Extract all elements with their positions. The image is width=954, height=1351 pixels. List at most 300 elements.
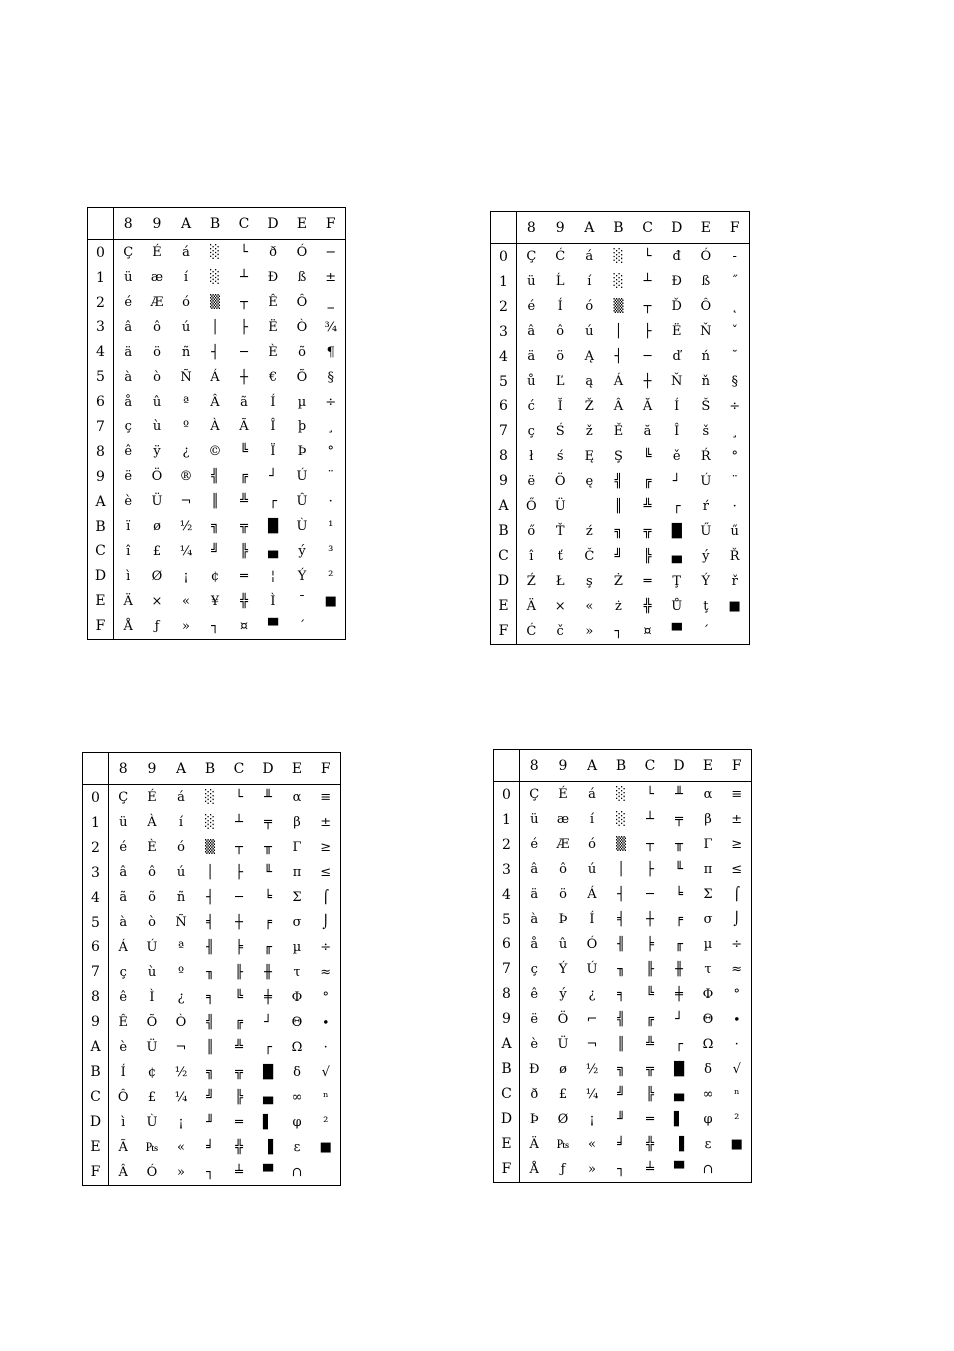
char-cell: ╘ bbox=[264, 890, 272, 906]
row-header: A bbox=[494, 1032, 520, 1057]
char-cell: ┌ bbox=[269, 494, 277, 510]
char-cell: ╬ bbox=[646, 1136, 654, 1152]
char-cell: ¡ bbox=[183, 568, 189, 584]
column-header: D bbox=[259, 208, 288, 240]
char-cell: Û bbox=[296, 494, 308, 510]
char-cell: ┬ bbox=[235, 840, 243, 856]
char-cell: Â bbox=[613, 398, 624, 414]
char-cell: Á bbox=[210, 369, 220, 385]
char-cell: ╞ bbox=[235, 939, 243, 955]
char-cell: Ó bbox=[146, 1164, 158, 1180]
char-cell: ¿ bbox=[588, 986, 596, 1002]
char-cell: Ã bbox=[239, 419, 249, 435]
char-cell: Ð bbox=[267, 270, 279, 286]
table-row bbox=[491, 569, 750, 594]
char-cell: Ø bbox=[557, 1111, 569, 1127]
char-cell: ╚ bbox=[643, 448, 652, 464]
char-cell: î bbox=[529, 548, 534, 564]
char-cell: Đ bbox=[671, 274, 682, 290]
char-cell: ⁿ bbox=[733, 1086, 740, 1102]
char-cell: Σ bbox=[703, 887, 713, 903]
column-header: D bbox=[665, 750, 694, 782]
char-cell: τ bbox=[704, 961, 712, 977]
char-cell: ▀ bbox=[263, 1164, 273, 1180]
char-cell: ╦ bbox=[646, 1061, 654, 1077]
row-header: D bbox=[88, 564, 114, 589]
char-cell: σ bbox=[703, 912, 713, 928]
char-cell: ┐ bbox=[211, 618, 219, 634]
char-cell: « bbox=[585, 598, 594, 614]
char-cell: ° bbox=[733, 986, 740, 1002]
column-header: C bbox=[633, 212, 662, 244]
char-cell: Č bbox=[584, 548, 595, 564]
char-cell: ┤ bbox=[617, 887, 625, 903]
char-cell: À bbox=[147, 815, 157, 831]
row-header: C bbox=[88, 539, 114, 564]
char-cell: ║ bbox=[614, 498, 623, 514]
table-row bbox=[494, 1032, 752, 1057]
char-cell: á bbox=[588, 787, 596, 803]
char-cell: ¼ bbox=[179, 543, 193, 559]
char-cell: ╔ bbox=[240, 469, 248, 485]
char-cell: ╗ bbox=[211, 519, 219, 535]
char-cell: Φ bbox=[291, 989, 303, 1005]
char-cell: ┬ bbox=[646, 837, 654, 853]
char-cell: ě bbox=[672, 448, 681, 464]
char-cell: ₧ bbox=[145, 1140, 159, 1156]
char-cell: õ bbox=[298, 344, 306, 360]
corner-cell bbox=[494, 750, 520, 782]
char-cell: ż bbox=[615, 598, 622, 614]
row-header: E bbox=[88, 589, 114, 614]
char-cell: ╬ bbox=[235, 1139, 243, 1155]
char-cell: Ñ bbox=[175, 915, 187, 931]
char-cell: « bbox=[588, 1136, 596, 1152]
char-cell: ┘ bbox=[672, 473, 681, 489]
code-page-table-2 bbox=[490, 211, 750, 645]
char-cell: ä bbox=[527, 349, 536, 365]
column-header: 8 bbox=[517, 212, 546, 244]
char-cell: ╤ bbox=[264, 815, 272, 831]
char-cell: ² bbox=[734, 1111, 740, 1127]
char-cell: Ž bbox=[584, 398, 594, 414]
char-cell: ┐ bbox=[614, 623, 623, 639]
char-cell: ű bbox=[730, 523, 739, 539]
column-header: E bbox=[283, 753, 312, 785]
column-header: A bbox=[575, 212, 604, 244]
char-cell: ╢ bbox=[617, 936, 625, 952]
row-header: 1 bbox=[491, 269, 517, 294]
char-cell: ÿ bbox=[153, 444, 161, 460]
table-row bbox=[494, 957, 752, 982]
char-cell: µ bbox=[292, 939, 302, 955]
char-cell: Ŕ bbox=[700, 448, 711, 464]
char-cell: ť bbox=[557, 548, 563, 564]
char-cell: ś bbox=[556, 448, 564, 464]
char-cell: Ê bbox=[268, 295, 278, 310]
code-page-table-1 bbox=[87, 207, 346, 640]
char-cell: Ì bbox=[149, 989, 155, 1005]
char-cell: ¼ bbox=[585, 1086, 599, 1102]
char-cell: ╪ bbox=[264, 989, 272, 1005]
char-cell: é bbox=[124, 295, 133, 310]
table-row bbox=[83, 1135, 341, 1160]
char-cell bbox=[317, 614, 346, 640]
column-header: D bbox=[662, 212, 691, 244]
char-cell: è bbox=[119, 1039, 128, 1055]
char-cell: ª bbox=[177, 939, 185, 955]
char-cell: ê bbox=[530, 986, 539, 1002]
char-cell: ┼ bbox=[240, 369, 248, 385]
char-cell: ╜ bbox=[617, 1111, 625, 1127]
char-cell: ▒ bbox=[613, 299, 624, 315]
char-cell: Ó bbox=[296, 245, 308, 261]
char-cell: ó bbox=[588, 837, 596, 853]
char-cell: · bbox=[328, 494, 333, 510]
char-cell: ╥ bbox=[264, 840, 272, 856]
char-cell: Ñ bbox=[180, 369, 192, 385]
char-cell: ╠ bbox=[240, 543, 248, 559]
char-cell: Š bbox=[701, 398, 711, 414]
char-cell: ═ bbox=[643, 573, 652, 589]
char-cell: ╥ bbox=[675, 837, 683, 853]
char-cell: ▌ bbox=[263, 1114, 273, 1130]
table-row bbox=[494, 1057, 752, 1082]
char-cell: ░ bbox=[205, 815, 215, 831]
char-cell: ╔ bbox=[643, 473, 652, 489]
row-header: F bbox=[83, 1160, 109, 1186]
char-cell: Ć bbox=[526, 623, 537, 639]
char-cell: α bbox=[292, 790, 302, 806]
char-cell: β bbox=[704, 812, 712, 828]
char-cell: Ê bbox=[118, 1014, 128, 1030]
row-header: 9 bbox=[83, 1010, 109, 1035]
char-cell: β bbox=[293, 815, 301, 831]
table-row bbox=[88, 614, 346, 640]
char-cell: â bbox=[124, 319, 133, 335]
row-header: 6 bbox=[494, 932, 520, 957]
char-cell: ╔ bbox=[646, 1011, 654, 1027]
row-header: 6 bbox=[88, 390, 114, 415]
char-cell: Ý bbox=[701, 573, 711, 589]
table-row bbox=[88, 564, 346, 589]
char-cell: º bbox=[182, 419, 190, 435]
char-cell: é bbox=[119, 840, 128, 856]
row-header: 8 bbox=[494, 982, 520, 1007]
char-cell: Ð bbox=[529, 1061, 540, 1077]
char-cell: ┘ bbox=[675, 1011, 683, 1027]
char-cell: Å bbox=[529, 1161, 539, 1177]
char-cell: Í bbox=[674, 398, 680, 414]
char-cell: ε bbox=[704, 1136, 712, 1152]
column-header: A bbox=[578, 750, 607, 782]
corner-cell bbox=[491, 212, 517, 244]
char-cell: â bbox=[119, 865, 128, 881]
char-cell: ≥ bbox=[731, 837, 743, 853]
char-cell: Ď bbox=[671, 299, 682, 315]
char-cell: ≤ bbox=[731, 862, 743, 878]
char-cell: ░ bbox=[616, 812, 626, 828]
char-cell: Ë bbox=[268, 319, 278, 335]
char-cell: É bbox=[152, 245, 162, 261]
char-cell: Í bbox=[557, 299, 563, 315]
char-cell: ═ bbox=[646, 1111, 654, 1127]
char-cell: ╓ bbox=[264, 939, 272, 955]
table-row bbox=[88, 539, 346, 564]
column-header: D bbox=[254, 753, 283, 785]
char-cell: Ú bbox=[700, 473, 712, 489]
char-cell: Î bbox=[674, 423, 680, 439]
char-cell: ╫ bbox=[675, 961, 683, 977]
char-cell: · bbox=[323, 1039, 328, 1055]
char-cell: Í bbox=[589, 912, 595, 928]
column-header: 9 bbox=[138, 753, 167, 785]
char-cell bbox=[575, 494, 604, 519]
char-cell: ç bbox=[530, 961, 538, 977]
char-cell: ž bbox=[585, 423, 593, 439]
row-header: E bbox=[494, 1132, 520, 1157]
char-cell: ├ bbox=[643, 324, 652, 340]
char-cell: ¸ bbox=[731, 423, 738, 439]
char-cell: Ç bbox=[118, 790, 129, 806]
table-row bbox=[494, 932, 752, 957]
column-header: A bbox=[172, 208, 201, 240]
char-cell: Ù bbox=[296, 519, 308, 535]
char-cell: Θ bbox=[702, 1011, 714, 1027]
char-cell: ´ bbox=[298, 618, 306, 634]
char-cell: í bbox=[183, 270, 189, 286]
table-row bbox=[491, 469, 750, 494]
char-cell: ˇ bbox=[731, 324, 738, 340]
char-cell: ╠ bbox=[235, 1089, 243, 1105]
char-cell: ¿ bbox=[182, 444, 190, 460]
char-cell: â bbox=[530, 862, 539, 878]
char-cell: ╗ bbox=[206, 1064, 214, 1080]
char-cell: Ü bbox=[557, 1036, 569, 1052]
char-cell: ü bbox=[530, 812, 539, 828]
char-cell: Θ bbox=[291, 1014, 303, 1030]
char-cell: à bbox=[119, 915, 128, 931]
char-cell: ┼ bbox=[235, 915, 243, 931]
char-cell: ░ bbox=[613, 274, 624, 290]
char-cell: ┘ bbox=[264, 1014, 272, 1030]
table-row bbox=[494, 1007, 752, 1032]
char-cell: ä bbox=[530, 887, 539, 903]
char-cell: ú bbox=[181, 319, 191, 335]
char-cell: ã bbox=[119, 890, 128, 906]
char-cell: ╣ bbox=[617, 1011, 625, 1027]
char-cell: ▄ bbox=[674, 1086, 684, 1102]
char-cell: Ú bbox=[296, 469, 308, 485]
char-cell: ∙ bbox=[733, 1011, 740, 1027]
column-header: C bbox=[636, 750, 665, 782]
char-cell: Í bbox=[120, 1064, 126, 1080]
char-cell: Ú bbox=[586, 961, 598, 977]
char-cell: ° bbox=[327, 444, 334, 460]
char-cell: í bbox=[589, 812, 595, 828]
char-cell: │ bbox=[614, 324, 623, 340]
char-cell: ─ bbox=[235, 890, 243, 906]
table-row bbox=[88, 415, 346, 440]
table-row bbox=[88, 340, 346, 365]
table-row bbox=[83, 835, 341, 860]
char-cell: Ö bbox=[554, 473, 566, 489]
row-header: E bbox=[491, 594, 517, 619]
char-cell: Ř bbox=[729, 548, 740, 564]
char-cell: ü bbox=[119, 815, 128, 831]
char-cell: ä bbox=[124, 344, 133, 360]
char-cell: ï bbox=[126, 519, 131, 535]
char-cell: ▀ bbox=[268, 618, 278, 634]
char-cell: δ bbox=[704, 1061, 712, 1077]
char-cell: ∙ bbox=[322, 1014, 329, 1030]
char-cell: ¤ bbox=[643, 623, 652, 639]
table-row bbox=[83, 785, 341, 811]
table-row bbox=[491, 269, 750, 294]
char-cell: Ö bbox=[557, 1011, 569, 1027]
char-cell: È bbox=[268, 344, 278, 360]
char-cell: Õ bbox=[296, 369, 308, 385]
char-cell: û bbox=[152, 394, 162, 410]
row-header: F bbox=[494, 1157, 520, 1183]
char-cell: ╙ bbox=[264, 865, 272, 881]
char-cell: æ bbox=[556, 812, 570, 828]
char-cell: á bbox=[177, 790, 185, 806]
char-cell: é bbox=[527, 299, 536, 315]
char-cell: Ü bbox=[554, 498, 566, 514]
char-cell: ┴ bbox=[240, 270, 248, 286]
char-cell: Ç bbox=[529, 787, 540, 803]
char-cell: ╩ bbox=[646, 1036, 654, 1052]
char-cell: ╬ bbox=[240, 593, 248, 609]
char-cell: ⌠ bbox=[322, 890, 330, 906]
table-row bbox=[491, 244, 750, 270]
column-header: 8 bbox=[114, 208, 143, 240]
char-cell: Ä bbox=[123, 593, 133, 609]
char-cell: Æ bbox=[556, 837, 570, 853]
char-cell: ½ bbox=[585, 1061, 599, 1077]
char-cell: ƒ bbox=[560, 1161, 566, 1177]
table-row bbox=[491, 394, 750, 419]
char-cell: ╜ bbox=[206, 1114, 214, 1130]
char-cell: ë bbox=[124, 469, 133, 485]
row-header: 1 bbox=[494, 807, 520, 832]
char-cell: ┤ bbox=[211, 344, 219, 360]
char-cell: ∩ bbox=[291, 1164, 303, 1180]
char-cell bbox=[312, 1160, 341, 1186]
char-cell: ë bbox=[527, 473, 536, 489]
table-row bbox=[494, 982, 752, 1007]
table-row bbox=[491, 344, 750, 369]
char-cell: ³ bbox=[328, 543, 334, 559]
row-header: 0 bbox=[494, 782, 520, 808]
char-cell: ╩ bbox=[643, 498, 652, 514]
char-cell: ╗ bbox=[614, 523, 623, 539]
char-cell: ┐ bbox=[617, 1161, 625, 1177]
char-cell: ├ bbox=[240, 319, 248, 335]
char-cell: ╛ bbox=[617, 1136, 625, 1152]
char-cell: « bbox=[182, 593, 190, 609]
char-cell: ┴ bbox=[646, 812, 654, 828]
char-cell: × bbox=[554, 598, 566, 614]
char-cell: ü bbox=[527, 274, 536, 290]
char-cell: » bbox=[182, 618, 190, 634]
column-header: E bbox=[288, 208, 317, 240]
char-cell: ¸ bbox=[327, 419, 334, 435]
char-cell: » bbox=[585, 623, 594, 639]
row-header: 2 bbox=[494, 832, 520, 857]
char-cell: └ bbox=[646, 787, 654, 803]
char-cell: ▒ bbox=[210, 295, 220, 310]
corner-cell bbox=[88, 208, 114, 240]
row-header: 1 bbox=[88, 265, 114, 290]
column-header: 8 bbox=[109, 753, 138, 785]
char-cell: ˝ bbox=[731, 274, 738, 290]
char-cell: ö bbox=[153, 344, 161, 360]
char-cell: £ bbox=[147, 1089, 157, 1105]
char-cell: ╚ bbox=[646, 986, 654, 1002]
char-cell: ŕ bbox=[702, 498, 709, 514]
table-row bbox=[88, 365, 346, 390]
char-cell: ═ bbox=[240, 568, 248, 584]
char-cell: ö bbox=[559, 887, 567, 903]
char-cell: Î bbox=[270, 419, 276, 435]
char-cell: ⌠ bbox=[733, 887, 741, 903]
char-cell: Ò bbox=[296, 319, 308, 335]
table-row bbox=[494, 1082, 752, 1107]
char-cell: ÷ bbox=[729, 398, 741, 414]
table-row bbox=[83, 810, 341, 835]
char-cell: ╕ bbox=[206, 989, 214, 1005]
char-cell: Ø bbox=[151, 568, 163, 584]
char-cell: ├ bbox=[235, 865, 243, 881]
char-cell: ß bbox=[701, 274, 711, 290]
char-cell: Æ bbox=[150, 295, 164, 310]
char-cell: ö bbox=[556, 349, 565, 365]
char-cell: ň bbox=[701, 374, 710, 390]
column-header: C bbox=[225, 753, 254, 785]
char-cell: ┌ bbox=[264, 1039, 272, 1055]
char-cell: ╗ bbox=[617, 1061, 625, 1077]
char-cell: ║ bbox=[617, 1036, 625, 1052]
char-cell: ■ bbox=[324, 593, 337, 609]
table-row bbox=[88, 439, 346, 464]
char-cell: Ä bbox=[529, 1136, 539, 1152]
char-cell: Å bbox=[123, 618, 133, 634]
char-cell: ý bbox=[298, 543, 306, 559]
char-cell: č bbox=[556, 623, 564, 639]
char-cell: − bbox=[325, 245, 337, 261]
table-row bbox=[494, 857, 752, 882]
header-row bbox=[494, 750, 752, 782]
char-cell: ╝ bbox=[206, 1089, 214, 1105]
char-cell: È bbox=[147, 840, 157, 856]
char-cell: φ bbox=[703, 1111, 713, 1127]
char-cell: ≈ bbox=[320, 964, 332, 980]
char-cell: ╤ bbox=[675, 812, 683, 828]
char-cell: ð bbox=[530, 1086, 539, 1102]
char-cell: ≡ bbox=[731, 787, 743, 803]
row-header: A bbox=[83, 1035, 109, 1060]
char-cell: ╢ bbox=[206, 939, 214, 955]
row-header: 9 bbox=[88, 464, 114, 489]
char-cell: ¢ bbox=[147, 1064, 157, 1080]
table-row bbox=[491, 444, 750, 469]
table-row bbox=[88, 489, 346, 514]
char-cell: µ bbox=[297, 394, 307, 410]
char-cell: ╒ bbox=[675, 912, 683, 928]
table-row bbox=[83, 985, 341, 1010]
